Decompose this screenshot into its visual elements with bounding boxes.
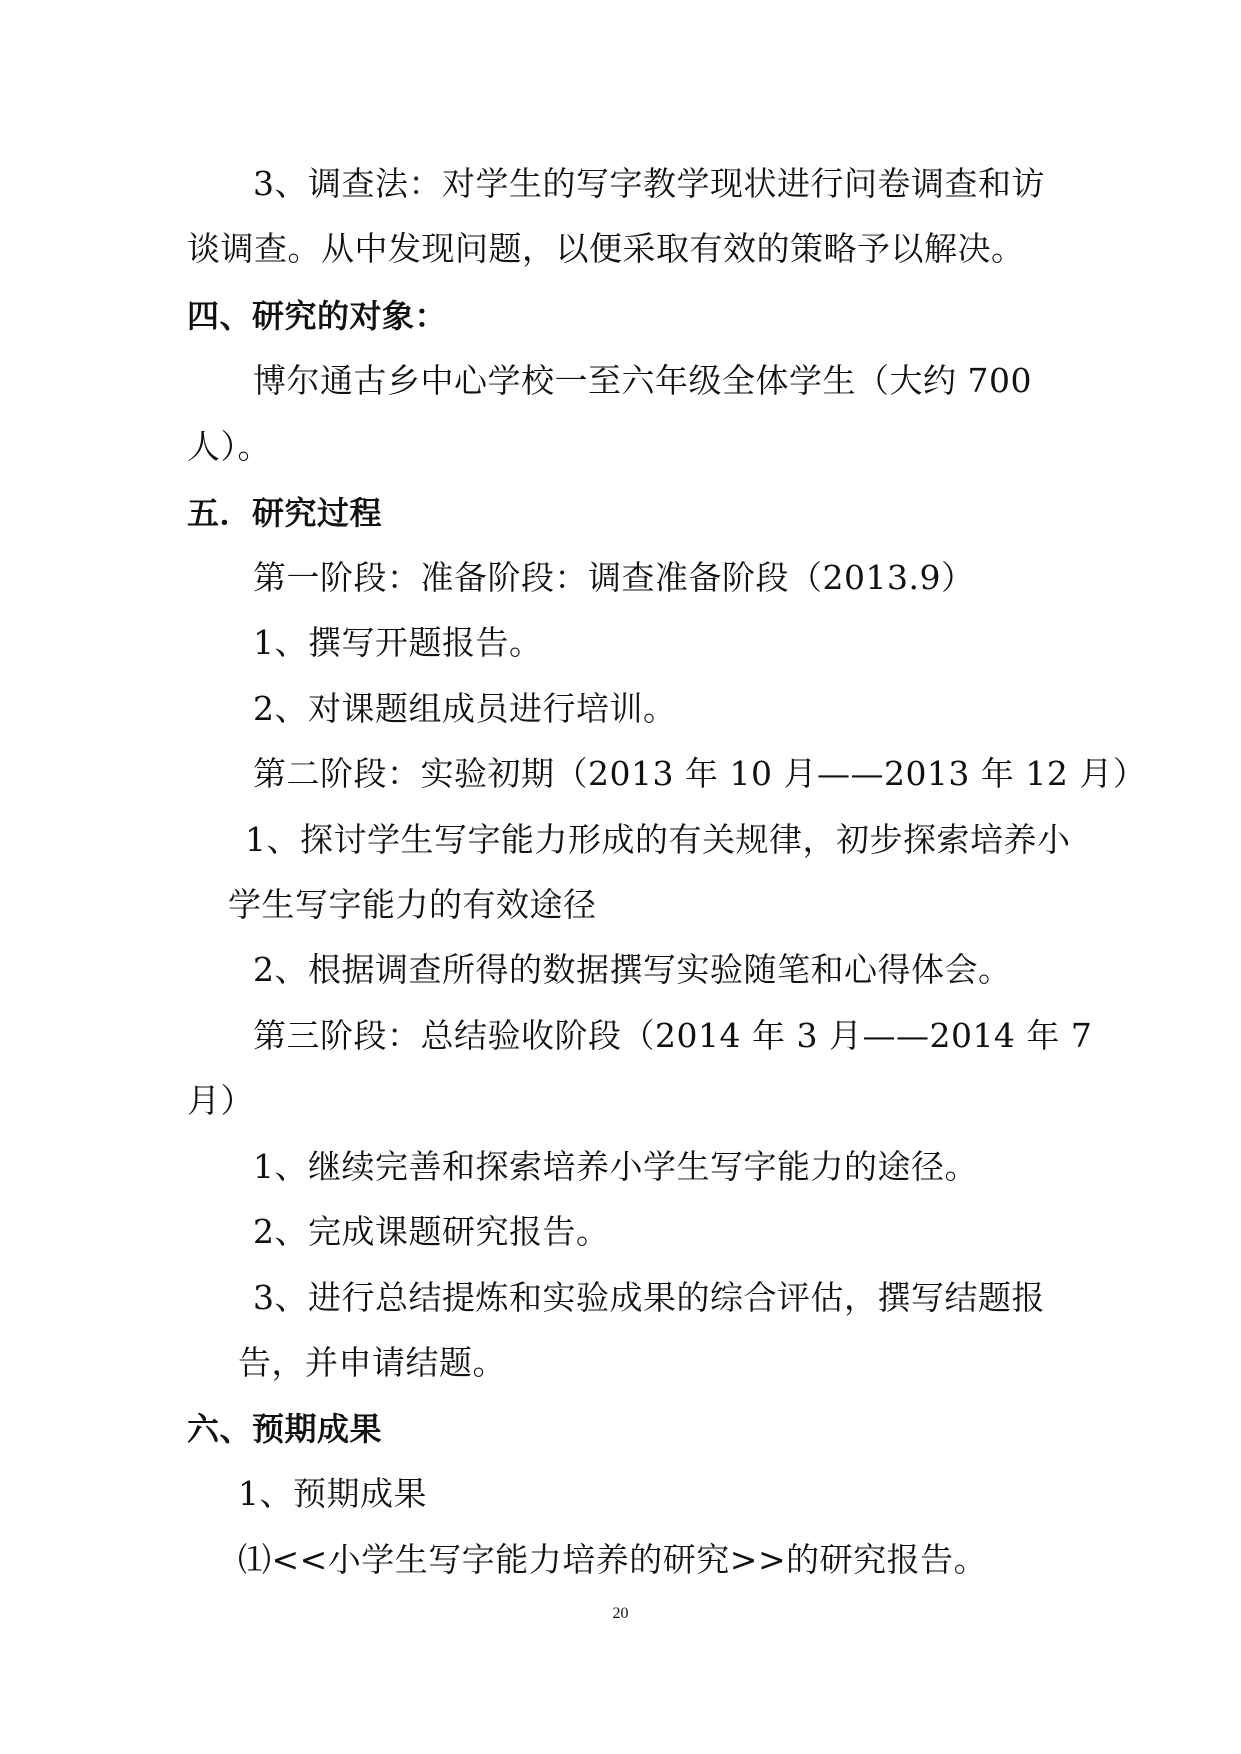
stage-3-item-3-line-2: 告，并申请结题。 <box>238 1343 506 1382</box>
results-item-1-sub-1: ⑴<<小学生写字能力培养的研究>>的研究报告。 <box>238 1540 988 1579</box>
stage-1-title: 第一阶段：准备阶段：调查准备阶段（2013.9） <box>253 558 975 597</box>
stage-3-title-line-2: 月） <box>187 1081 254 1120</box>
objects-line-2: 人）。 <box>187 427 271 466</box>
objects-line-1: 博尔通古乡中心学校一至六年级全体学生（大约 700 <box>253 361 1032 400</box>
stage-2-item-1-line-2: 学生写字能力的有效途径 <box>228 885 597 924</box>
stage-3-item-3-line-1: 3、进行总结提炼和实验成果的综合评估，撰写结题报 <box>253 1278 1045 1317</box>
section-heading-results: 六、预期成果 <box>187 1410 383 1448</box>
results-item-1: 1、预期成果 <box>238 1474 427 1513</box>
stage-1-item-2: 2、对课题组成员进行培训。 <box>253 689 677 728</box>
section-heading-process: 五．研究过程 <box>187 494 383 532</box>
method-survey-line-1: 3、调查法：对学生的写字教学现状进行问卷调查和访 <box>253 164 1045 203</box>
stage-3-item-1: 1、继续完善和探索培养小学生写字能力的途径。 <box>253 1147 978 1186</box>
stage-3-item-2: 2、完成课题研究报告。 <box>253 1212 610 1251</box>
stage-1-item-1: 1、撰写开题报告。 <box>253 623 543 662</box>
stage-3-title-line-1: 第三阶段：总结验收阶段（2014 年 3 月——2014 年 7 <box>253 1016 1093 1055</box>
section-heading-objects: 四、研究的对象： <box>187 297 448 335</box>
stage-2-item-2: 2、根据调查所得的数据撰写实验随笔和心得体会。 <box>253 950 1012 989</box>
stage-2-title: 第二阶段：实验初期（2013 年 10 月——2013 年 12 月） <box>253 754 1147 793</box>
page-number: 20 <box>612 1605 629 1622</box>
stage-2-item-1-line-1: 1、探讨学生写字能力形成的有关规律，初步探索培养小 <box>245 820 1071 859</box>
method-survey-line-2: 谈调查。从中发现问题，以便采取有效的策略予以解决。 <box>187 229 1025 268</box>
